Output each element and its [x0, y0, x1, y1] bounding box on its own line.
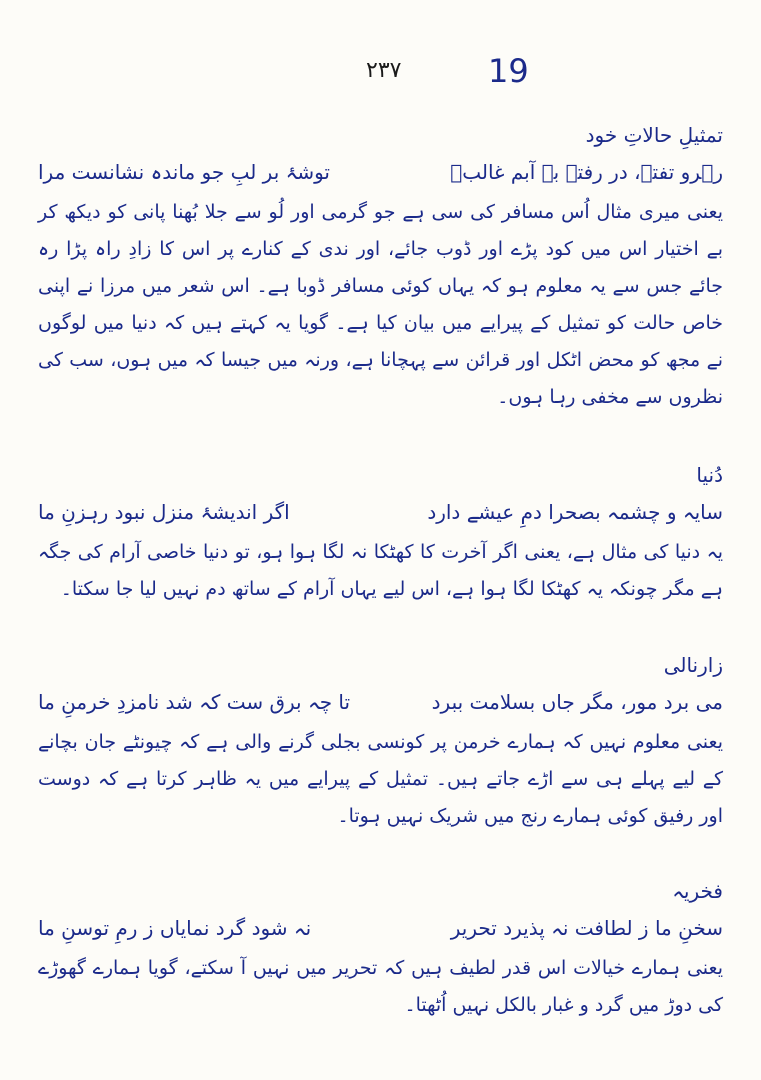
section-title: زارنالی [663, 653, 723, 677]
section-fakhriya [38, 874, 723, 1026]
verse-second-line: نہ شود گرد نمایاں ز رمِ توسنِ ما [38, 916, 312, 940]
verse-second-line: توشۂ بر لبِ جو ماندہ نشانست مرا [38, 160, 330, 184]
printed-page-number: ٢٣٧ [366, 58, 402, 83]
page-header [0, 52, 761, 98]
commentary-paragraph: یعنی معلوم نہیں کہ ہمارے خرمن پر کونسی بجلی گرنے والی ہے کہ چیونٹے جان بچانے کے لیے پہلے ہی سے اڑے جاتے ہیں۔ تمثیل کے پیرایے میں یہ ظاہر کرتا ہے کہ دوست اور رفیق کوئی ہمارے رنج میں شریک نہیں ہوتا۔ [38, 731, 723, 827]
verse-first-line: سایہ و چشمہ بصحرا دمِ عیشے دارد [427, 500, 723, 524]
commentary-paragraph: یعنی ہمارے خیالات اس قدر لطیف ہیں کہ تحریر میں نہیں آ سکتے، گویا ہمارے گھوڑے کی دوڑ میں گرد و غبار بالکل نہیں اُٹھتا۔ [38, 957, 723, 1016]
page-content [38, 118, 723, 1026]
section-title: فخریہ [672, 879, 723, 903]
verse-first-line: سخنِ ما ز لطافت نہ پذیرد تحریر [450, 916, 723, 940]
section-title: دُنیا [696, 463, 723, 487]
verse-couplet [38, 684, 723, 724]
commentary-paragraph: یہ دنیا کی مثال ہے، یعنی اگر آخرت کا کھٹکا نہ لگا ہوا ہو، تو دنیا خاصی آرام کی جگہ ہے مگر چونکہ یہ کھٹکا لگا ہوا ہے، اس لیے یہاں آرام کے ساتھ دم نہیں لیا جا سکتا۔ [38, 541, 723, 600]
section-tamseel [38, 118, 723, 456]
verse-first-line: می برد مور، مگر جاں بسلامت ببرد [431, 690, 723, 714]
commentary-paragraph: یعنی میری مثال اُس مسافر کی سی ہے جو گرمی اور لُو سے جلا بُھنا پانی کو دیکھ کر بے اختیار اس میں کود پڑے اور ڈوب جائے، اور ندی کے کنارے پر اس کا زادِ راہ پڑا رہ جائے جس سے یہ معلوم ہو کہ یہاں کوئی مسافر ڈوبا ہے۔ اس شعر میں مرزا نے اپنی خاص حالت کو تمثیل کے پیرایے میں بیان کیا ہے۔ گویا یہ کہتے ہیں کہ دنیا میں لوگوں نے مجھ کو محض اٹکل اور قرائن سے پہچانا ہے، ورنہ میں جیسا کہ میں ہوں، سب کی نظروں سے مخفی رہا ہوں۔ [38, 201, 723, 408]
section-duniya [38, 458, 723, 648]
verse-couplet [38, 910, 723, 950]
verse-second-line: تا چہ برق ست کہ شد نامزدِ خرمنِ ما [38, 690, 351, 714]
section-zarnali [38, 648, 723, 874]
verse-couplet [38, 154, 723, 194]
section-title: تمثیلِ حالاتِ خود [585, 123, 723, 147]
verse-second-line: اگر اندیشۂ منزل نبود رہزنِ ما [38, 500, 290, 524]
verse-couplet [38, 494, 723, 534]
handwritten-page-number: 19 [488, 52, 529, 90]
verse-first-line: رہرو تفتہ، در رفتہ بہ آبم غالبؔ [450, 160, 723, 184]
